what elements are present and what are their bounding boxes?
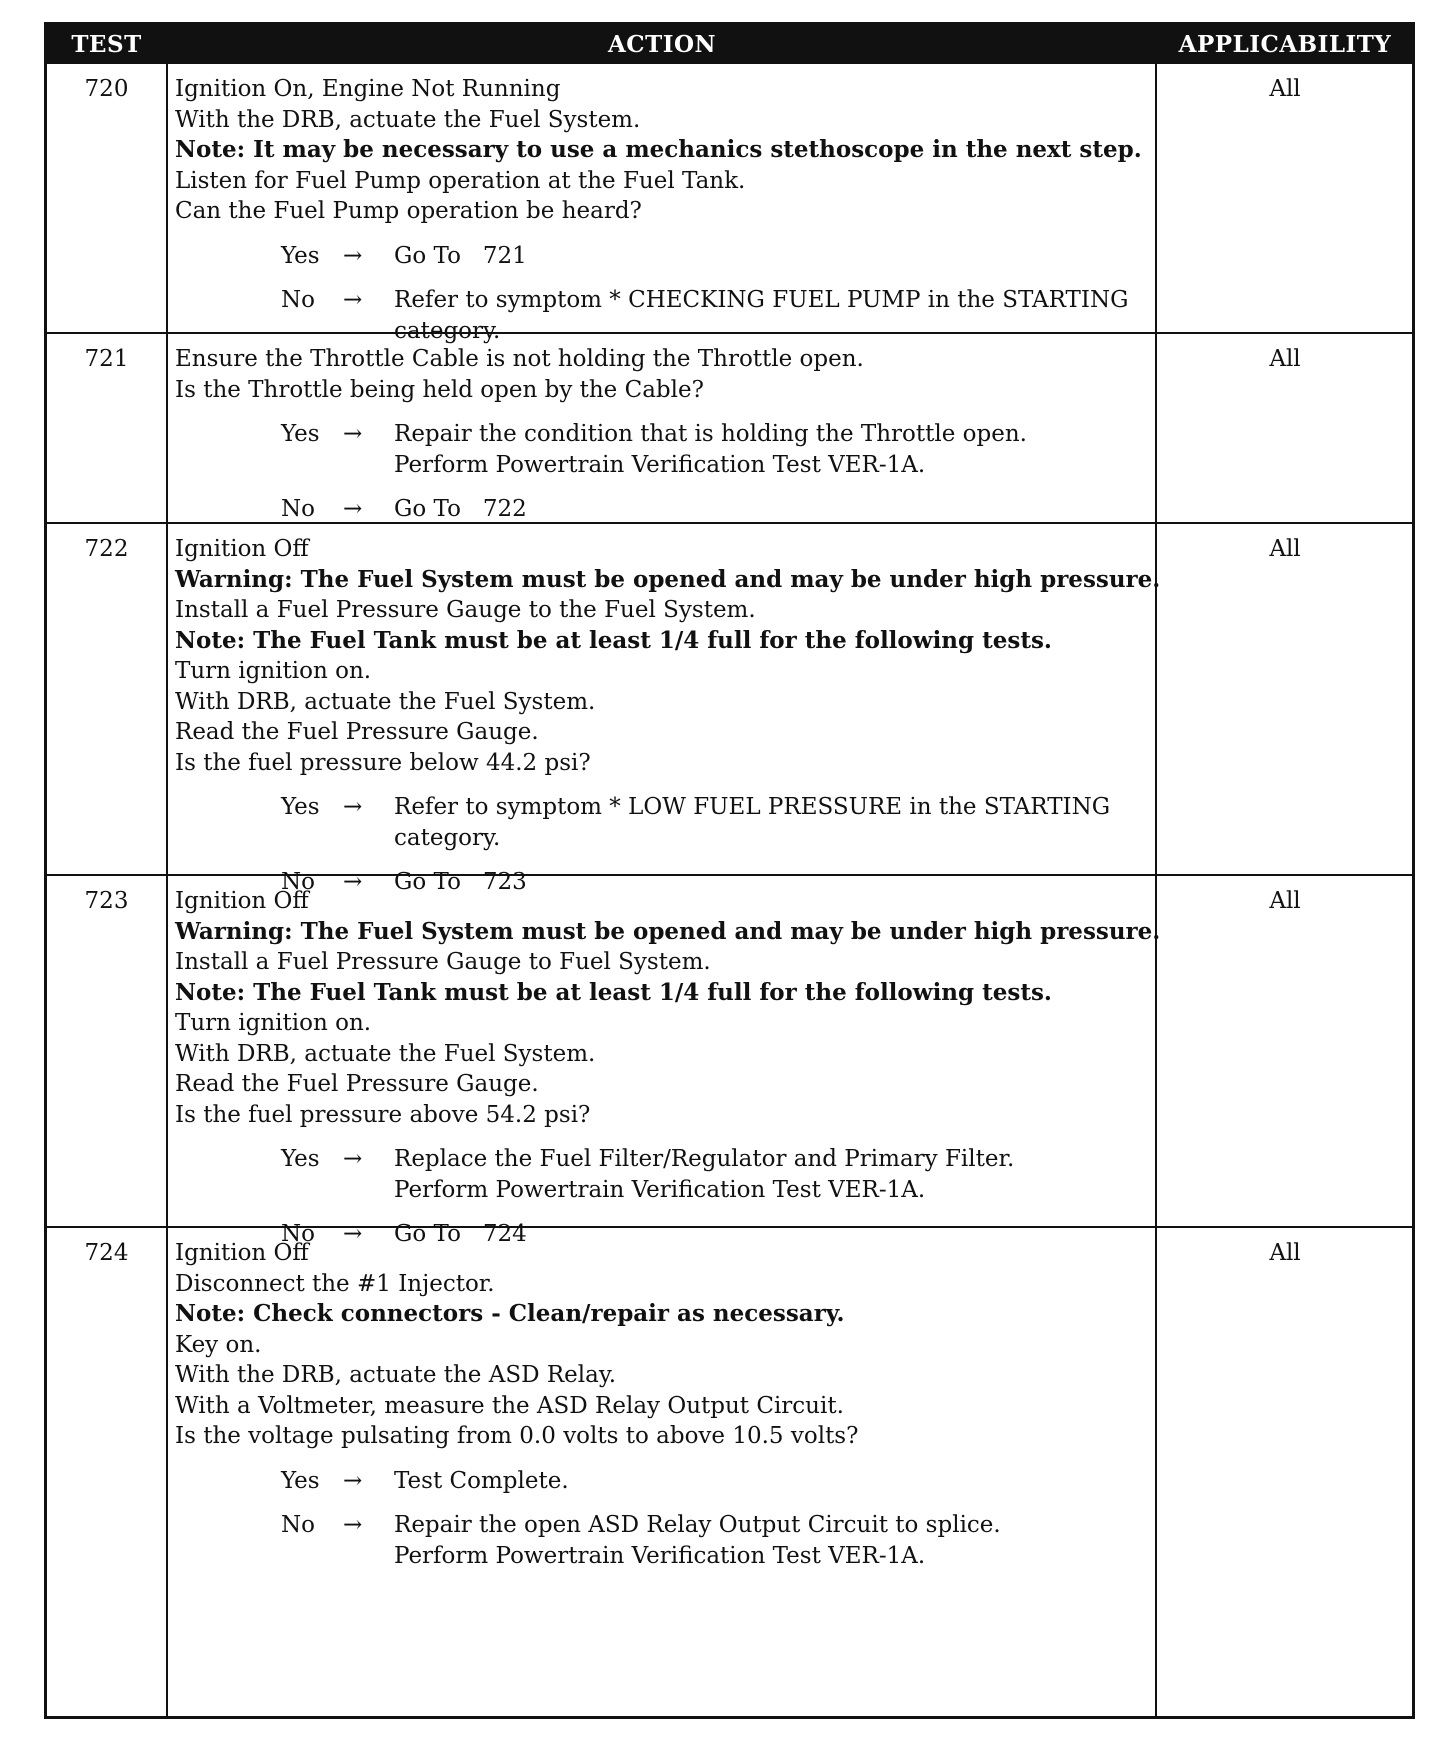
yes-result [394,1144,1150,1205]
result-line: Go To 723 [394,869,527,895]
yes-label: Yes [281,1146,320,1172]
result-line: Repair the condition that is holding the Throttle open. [394,421,1027,447]
result-line: Refer to symptom * LOW FUEL PRESSURE in the STARTING [394,794,1111,820]
action-line: Is the Throttle being held open by the Cable? [175,376,704,403]
applicability-cell: All [1269,888,1301,914]
yes-branch [175,241,1150,272]
result-line: Repair the open ASD Relay Output Circuit to splice. [394,1512,1001,1538]
header-action: ACTION [607,31,717,58]
action-line: With DRB, actuate the Fuel System. [175,688,596,715]
result-line: Go To 722 [394,496,527,522]
applicability-cell: All [1269,76,1301,102]
action-note-line: Warning: The Fuel System must be opened and may be under high pressure. [175,565,1161,593]
table-row [47,874,1412,1247]
action-line: Ignition Off [175,536,309,562]
action-note-line: Note: Check connectors - Clean/repair as necessary. [175,1300,845,1327]
diagnostic-table [44,22,1415,1719]
action-line: Turn ignition on. [175,1010,372,1036]
arrow-right-icon: → [343,421,363,447]
yes-label: Yes [281,794,320,820]
action-cell [175,344,1150,525]
no-branch [175,494,1150,525]
no-branch [175,1510,1150,1571]
arrow-right-icon: → [343,287,363,313]
result-line: Refer to symptom * CHECKING FUEL PUMP in the STARTING [394,287,1129,313]
yes-branch [175,1144,1150,1205]
result-line: Perform Powertrain Verification Test VER-1A. [394,451,926,478]
result-line: Go To 724 [394,1221,527,1247]
yes-label: Yes [281,421,320,447]
test-number: 723 [84,888,129,914]
action-line: Read the Fuel Pressure Gauge. [175,719,539,745]
applicability-cell: All [1269,346,1301,372]
action-line: Ensure the Throttle Cable is not holding the Throttle open. [175,346,864,372]
action-line: Key on. [175,1331,262,1358]
arrow-right-icon: → [343,869,363,895]
test-number: 721 [84,346,129,372]
action-line: With the DRB, actuate the ASD Relay. [175,1362,617,1388]
result-line: Go To 721 [394,242,527,269]
no-label: No [281,1221,315,1247]
header-test: TEST [71,31,142,58]
no-result [394,1510,1150,1571]
test-number: 724 [84,1240,129,1266]
test-number: 722 [84,536,129,562]
yes-branch [175,1466,1150,1497]
action-cell [175,1238,1150,1571]
test-number: 720 [84,76,129,102]
applicability-cell: All [1269,536,1301,562]
action-line: Read the Fuel Pressure Gauge. [175,1071,539,1097]
yes-result [394,1466,1150,1497]
arrow-right-icon: → [343,1512,363,1538]
action-line: Is the fuel pressure below 44.2 psi? [175,749,591,776]
applicability-cell: All [1269,1240,1301,1266]
yes-result [394,241,1150,272]
action-cell [175,534,1161,898]
arrow-right-icon: → [343,1221,363,1247]
result-line: category. [394,317,501,344]
yes-branch [175,792,1150,853]
table-row [47,1226,1412,1721]
result-line: category. [394,824,501,851]
header-applicability: APPLICABILITY [1178,31,1392,58]
action-note-line: Note: It may be necessary to use a mechanics stethoscope in the next step. [175,136,1142,163]
no-label: No [281,869,315,895]
action-line: Ignition Off [175,1240,309,1266]
no-label: No [281,287,315,313]
table-row [47,332,1412,524]
no-label: No [281,1512,315,1538]
yes-branch [175,419,1150,480]
action-line: Install a Fuel Pressure Gauge to Fuel System. [175,949,711,975]
action-line: Is the voltage pulsating from 0.0 volts to above 10.5 volts? [175,1423,859,1449]
yes-result [394,792,1150,853]
action-note-line: Note: The Fuel Tank must be at least 1/4 full for the following tests. [175,978,1052,1006]
action-line: Ignition On, Engine Not Running [175,76,561,102]
action-line: Disconnect the #1 Injector. [175,1270,495,1297]
action-cell [175,886,1161,1250]
table-row [47,64,1412,344]
yes-label: Yes [281,242,320,269]
action-cell [175,74,1150,346]
action-note-line: Note: The Fuel Tank must be at least 1/4 full for the following tests. [175,626,1052,654]
table-header [47,25,1412,64]
no-result [394,494,1150,525]
result-line: Perform Powertrain Verification Test VER-1A. [394,1176,926,1203]
arrow-right-icon: → [343,242,363,269]
yes-label: Yes [281,1467,320,1494]
result-line: Replace the Fuel Filter/Regulator and Primary Filter. [394,1146,1015,1172]
result-line: Perform Powertrain Verification Test VER-1A. [394,1542,926,1569]
action-line: With DRB, actuate the Fuel System. [175,1040,596,1067]
arrow-right-icon: → [343,1467,363,1494]
action-note-line: Warning: The Fuel System must be opened and may be under high pressure. [175,917,1161,945]
no-label: No [281,496,315,522]
arrow-right-icon: → [343,1146,363,1172]
action-line: Install a Fuel Pressure Gauge to the Fuel System. [175,597,756,623]
result-line: Test Complete. [394,1467,569,1494]
arrow-right-icon: → [343,794,363,820]
action-line: Is the fuel pressure above 54.2 psi? [175,1101,591,1128]
action-line: Listen for Fuel Pump operation at the Fuel Tank. [175,167,746,194]
action-line: With a Voltmeter, measure the ASD Relay Output Circuit. [175,1392,844,1419]
table-row [47,522,1412,895]
action-line: Ignition Off [175,888,309,914]
action-line: Can the Fuel Pump operation be heard? [175,198,642,224]
arrow-right-icon: → [343,496,363,522]
action-line: Turn ignition on. [175,658,372,684]
action-line: With the DRB, actuate the Fuel System. [175,106,641,133]
yes-result [394,419,1150,480]
